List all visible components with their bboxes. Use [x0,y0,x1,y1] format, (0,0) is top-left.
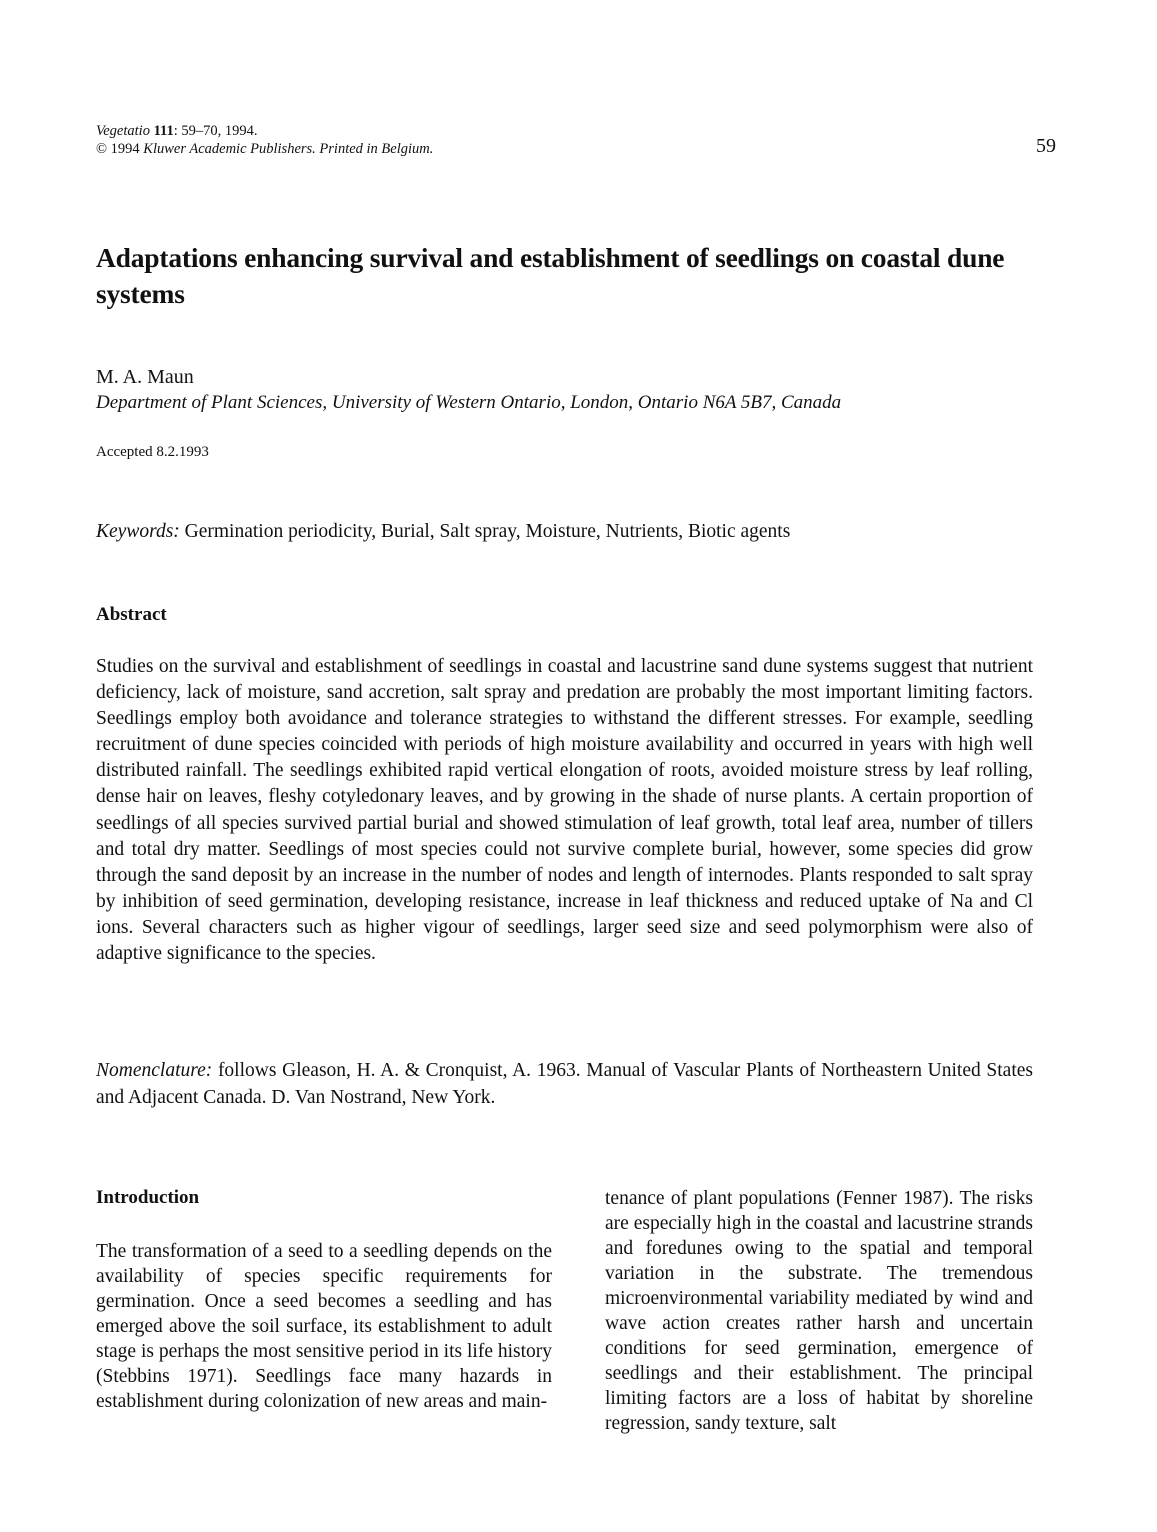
citation-line [96,122,433,140]
abstract-text: Studies on the survival and establishment of seedlings in coastal and lacustrine sand dune systems suggest that nutrient deficiency, lack of moisture, sand accretion, salt spray and predation are probably the most important limiting factors. Seedlings employ both avoidance and tolerance strategies to withstand the different stresses. For example, seedling recruitment of dune species coincided with periods of high moisture availability and occurred in years with high well distributed rainfall. The seedlings exhibited rapid vertical elongation of roots, avoided moisture stress by leaf rolling, dense hair on leaves, fleshy cotyledonary leaves, and by growing in the shade of nurse plants. A certain proportion of seedlings of all species survived partial burial and showed stimulation of leaf growth, total leaf area, number of tillers and total dry matter. Seedlings of most species could not survive complete burial, however, some species did grow through the sand deposit by an increase in the number of nodes and length of internodes. Plants responded to salt spray by inhibition of seed germination, developing resistance, increase in leaf thickness and reduced uptake of Na and Cl ions. Several characters such as higher vigour of seedlings, larger seed size and seed polymorphism were also of adaptive significance to the species. [96,656,1033,965]
copyright-line [96,140,433,158]
keywords-label: Keywords: [96,521,180,542]
journal-pages-year: : 59–70, 1994. [173,123,258,139]
introduction-column-left: The transformation of a seed to a seedling depends on the availability of species specific requirements for germination. Once a seed becomes a seedling and has emerged above the soil surface, its establishment to adult stage is perhaps the most sensitive period in its life history (Stebbins 1971). Seedlings face many hazards in establishment during colonization of new areas and main- [96,1241,553,1412]
abstract-heading: Abstract [96,604,167,625]
journal-volume: 111 [153,123,174,139]
keywords-list: Germination periodicity, Burial, Salt spray, Moisture, Nutrients, Biotic agents [179,521,791,542]
nomenclature-text: follows Gleason, H. A. & Cronquist, A. 1963. Manual of Vascular Plants of Northeastern United States and Adjacent Canada. D. Van Nostrand, New York. [96,1060,1033,1108]
copyright-prefix: © 1994 [96,141,144,157]
publisher-info: Kluwer Academic Publishers. Printed in Belgium. [143,141,434,157]
author-affiliation: Department of Plant Sciences, University of Western Ontario, London, Ontario N6A 5B7, Canada [96,392,842,413]
nomenclature-label: Nomenclature: [96,1060,213,1081]
journal-name: Vegetatio [96,123,150,139]
keywords [96,521,790,543]
page-number: 59 [1036,135,1056,157]
accepted-date: Accepted 8.2.1993 [96,444,209,460]
article-title: Adaptations enhancing survival and establishment of seedlings on coastal dune systems [96,242,1005,309]
author-name: M. A. Maun [96,366,194,388]
introduction-column-right: tenance of plant populations (Fenner 1987). The risks are especially high in the coastal and lacustrine strands and foredunes owing to the spatial and temporal variation in the substrate. The tremendous microenvironmental variability mediated by wind and wave action creates rather harsh and uncertain conditions for seed germination, emergence of seedlings and their establishment. The principal limiting factors are a loss of habitat by shoreline regression, sandy texture, salt [605,1188,1033,1434]
introduction-heading: Introduction [96,1187,200,1208]
journal-header [96,122,433,158]
nomenclature [96,1058,1033,1111]
